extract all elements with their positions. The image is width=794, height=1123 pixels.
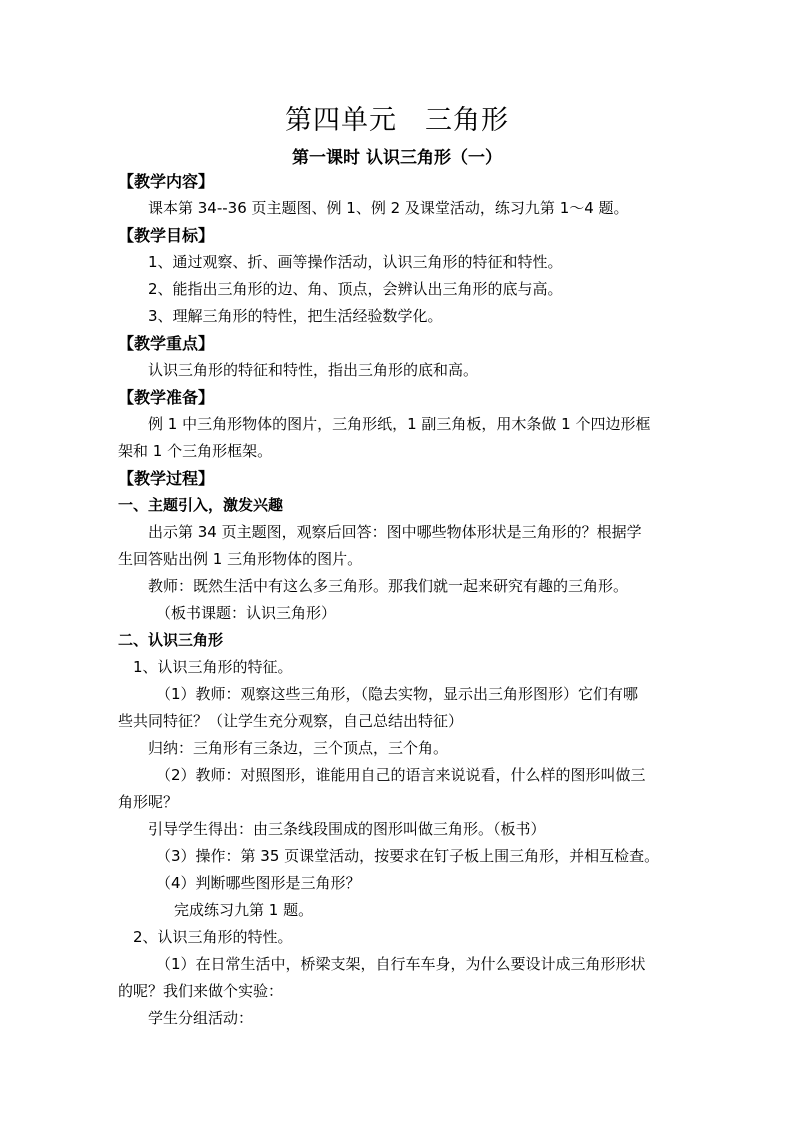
subsection-heading: 一、主题引入，激发兴趣 xyxy=(118,496,284,514)
text-line: 例 1 中三角形物体的图片，三角形纸，1 副三角板，用木条做 1 个四边形框 xyxy=(148,415,651,433)
lesson-subtitle: 第一课时 认识三角形（一） xyxy=(292,148,502,168)
section-heading: 【教学过程】 xyxy=(118,469,215,488)
text-line: 2、能指出三角形的边、角、顶点，会辨认出三角形的底与高。 xyxy=(148,280,563,298)
document-body xyxy=(118,168,684,1032)
document-title: 第四单元 三角形 xyxy=(285,105,509,136)
text-line: 1、通过观察、折、画等操作活动，认识三角形的特征和特性。 xyxy=(148,253,563,271)
text-line: （1）在日常生活中，桥梁支架，自行车车身，为什么要设计成三角形形状 xyxy=(156,955,646,973)
text-line: （4）判断哪些图形是三角形？ xyxy=(156,874,361,892)
text-line: 出示第 34 页主题图，观察后回答：图中哪些物体形状是三角形的？根据学 xyxy=(148,523,642,541)
text-line: 完成练习九第 1 题。 xyxy=(174,901,314,919)
text-line: 认识三角形的特征和特性，指出三角形的底和高。 xyxy=(148,361,479,379)
section-heading: 【教学目标】 xyxy=(118,226,215,245)
section-heading: 【教学内容】 xyxy=(118,172,215,191)
text-line: （板书课题：认识三角形） xyxy=(156,604,337,622)
text-line: 2、认识三角形的特性。 xyxy=(133,928,293,946)
section-heading: 【教学重点】 xyxy=(118,334,215,353)
text-line: 教师：既然生活中有这么多三角形。那我们就一起来研究有趣的三角形。 xyxy=(148,577,629,595)
subsection-heading: 二、认识三角形 xyxy=(118,631,224,649)
text-line: 些共同特征？（让学生充分观察，自己总结出特征） xyxy=(118,712,464,730)
text-line: （1）教师：观察这些三角形，（隐去实物，显示出三角形图形）它们有哪 xyxy=(156,685,639,703)
text-line: 学生分组活动： xyxy=(148,1009,254,1027)
text-line: 生回答贴出例 1 三角形物体的图片。 xyxy=(118,550,363,568)
text-line: 1、认识三角形的特征。 xyxy=(133,658,293,676)
section-heading: 【教学准备】 xyxy=(118,388,215,407)
text-line: （2）教师：对照图形，谁能用自己的语言来说说看，什么样的图形叫做三 xyxy=(156,766,646,784)
text-line: 引导学生得出：由三条线段围成的图形叫做三角形。（板书） xyxy=(148,820,546,838)
text-line: 的呢？我们来做个实验： xyxy=(118,982,284,1000)
text-line: 角形呢？ xyxy=(118,793,179,811)
text-line: 课本第 34--36 页主题图、例 1、例 2 及课堂活动，练习九第 1～4 题。 xyxy=(148,199,629,217)
text-line: 归纳：三角形有三条边，三个顶点，三个角。 xyxy=(148,739,449,757)
text-line: 架和 1 个三角形框架。 xyxy=(118,442,273,460)
text-line: （3）操作：第 35 页课堂活动，按要求在钉子板上围三角形，并相互检查。 xyxy=(156,847,660,865)
text-line: 3、理解三角形的特性，把生活经验数学化。 xyxy=(148,307,443,325)
